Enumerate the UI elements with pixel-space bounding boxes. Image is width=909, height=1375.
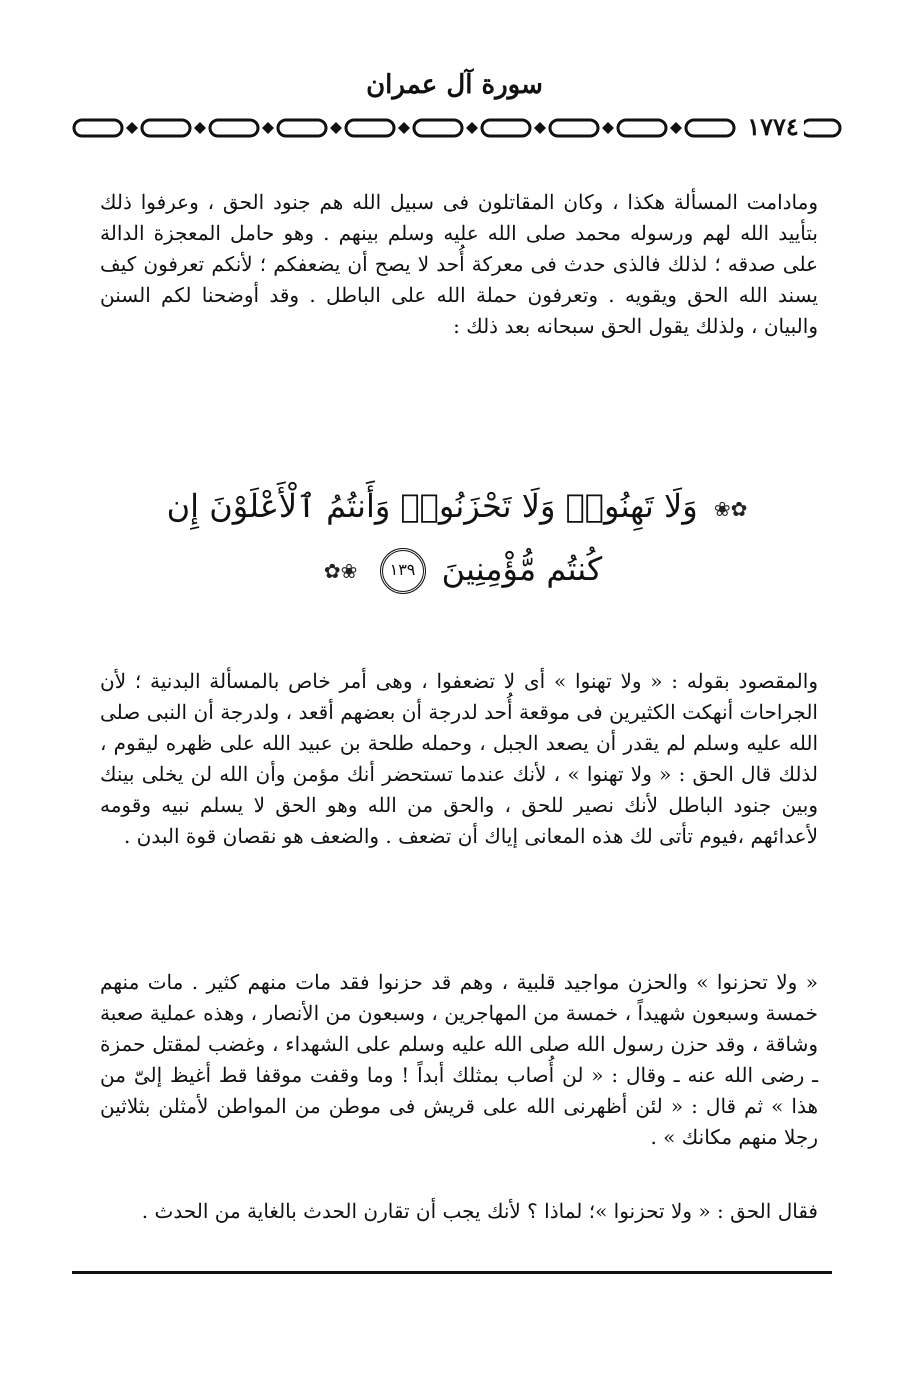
verse-line-2 bbox=[150, 539, 770, 602]
paragraph-4: فقال الحق : « ولا تحزنوا »؛ لماذا ؟ لأنك يجب أن تقارن الحدث بالغاية من الحدث . bbox=[141, 1199, 818, 1223]
verse-text-2: كُنتُم مُّؤْمِنِينَ bbox=[441, 549, 603, 588]
ayah-number-badge: ١٣٩ bbox=[380, 548, 426, 594]
paragraph-3: « ولا تحزنوا » والحزن مواجيد قلبية ، وهم قد حزنوا فقد مات منهم كثير . مات منهم خمسة وسبعون شهيداً ، خمسة من المهاجرين ، وسبعون من الأنصار ، وهذه عملية صعبة وشاقة ، وقد حزن رسول الله صلى الله عليه وسلم على الشهداء ، وغضب لمقتل حمزة ـ رضى الله عنه ـ وقال : « لن أُصاب بمثلك أبداً ! وما وقفت موقفا قط أغيظ إلىّ من هذا » ثم قال : « لئن أظهرنى الله على قريش فى موطن من المواطن لأمثلن بثلاثين رجلا منهم مكانك » . bbox=[100, 970, 818, 1149]
verse-line-1 bbox=[150, 476, 770, 539]
verse-start-ornament-icon: ✿❀ bbox=[713, 496, 748, 521]
footer-divider bbox=[72, 1271, 832, 1274]
page-number: ١٧٧٤ bbox=[742, 113, 804, 141]
header-ornament-border bbox=[70, 112, 845, 144]
verse-end-ornament-icon: ❀✿ bbox=[323, 559, 358, 583]
paragraph-2: والمقصود بقوله : « ولا تهنوا » أى لا تضعفوا ، وهى أمر خاص بالمسألة البدنية ؛ لأن الجراحات أنهكت الكثيرين فى موقعة أُحد لدرجة أن بعضهم أقعد ، ولدرجة أن النبى صلى الله عليه وسلم لم يقدر أن يصعد الجبل ، وحمله طلحة بن عبيد الله على ظهره ليقوم ، لذلك قال الحق : « ولا تهنوا » ، لأنك عندما تستحضر أنك مؤمن وأن الله لن يخلى بينك وبين جنود الباطل لأنك نصير للحق ، والحق من الله وهو الحق لا يسلم نبيه وقومه لأعدائهم ،فيوم تأتى لك هذه المعانى إياك أن تضعف . والضعف هو نقصان قوة البدن . bbox=[100, 669, 818, 848]
quran-verse bbox=[150, 476, 770, 601]
surah-title: سورة آل عمران bbox=[366, 70, 543, 100]
verse-text-1: وَلَا تَهِنُوا۟ وَلَا تَحْزَنُوا۟ وَأَنتُمُ ٱلْأَعْلَوْنَ إِن bbox=[166, 487, 698, 525]
paragraph-1: ومادامت المسألة هكذا ، وكان المقاتلون فى سبيل الله هم جنود الحق ، وعرفوا ذلك بتأييد الله لهم ورسوله محمد صلى الله عليه وسلم بينهم . وهو حامل المعجزة الدالة على صدقه ؛ لذلك فالذى حدث فى معركة أُحد لا يصح أن يضعفكم ؛ لأنكم تعرفون كيف يسند الله الحق ويقويه . وتعرفون حملة الله على الباطل . وقد أوضحنا لكم السنن والبيان ، ولذلك يقول الحق سبحانه بعد ذلك : bbox=[100, 190, 818, 338]
